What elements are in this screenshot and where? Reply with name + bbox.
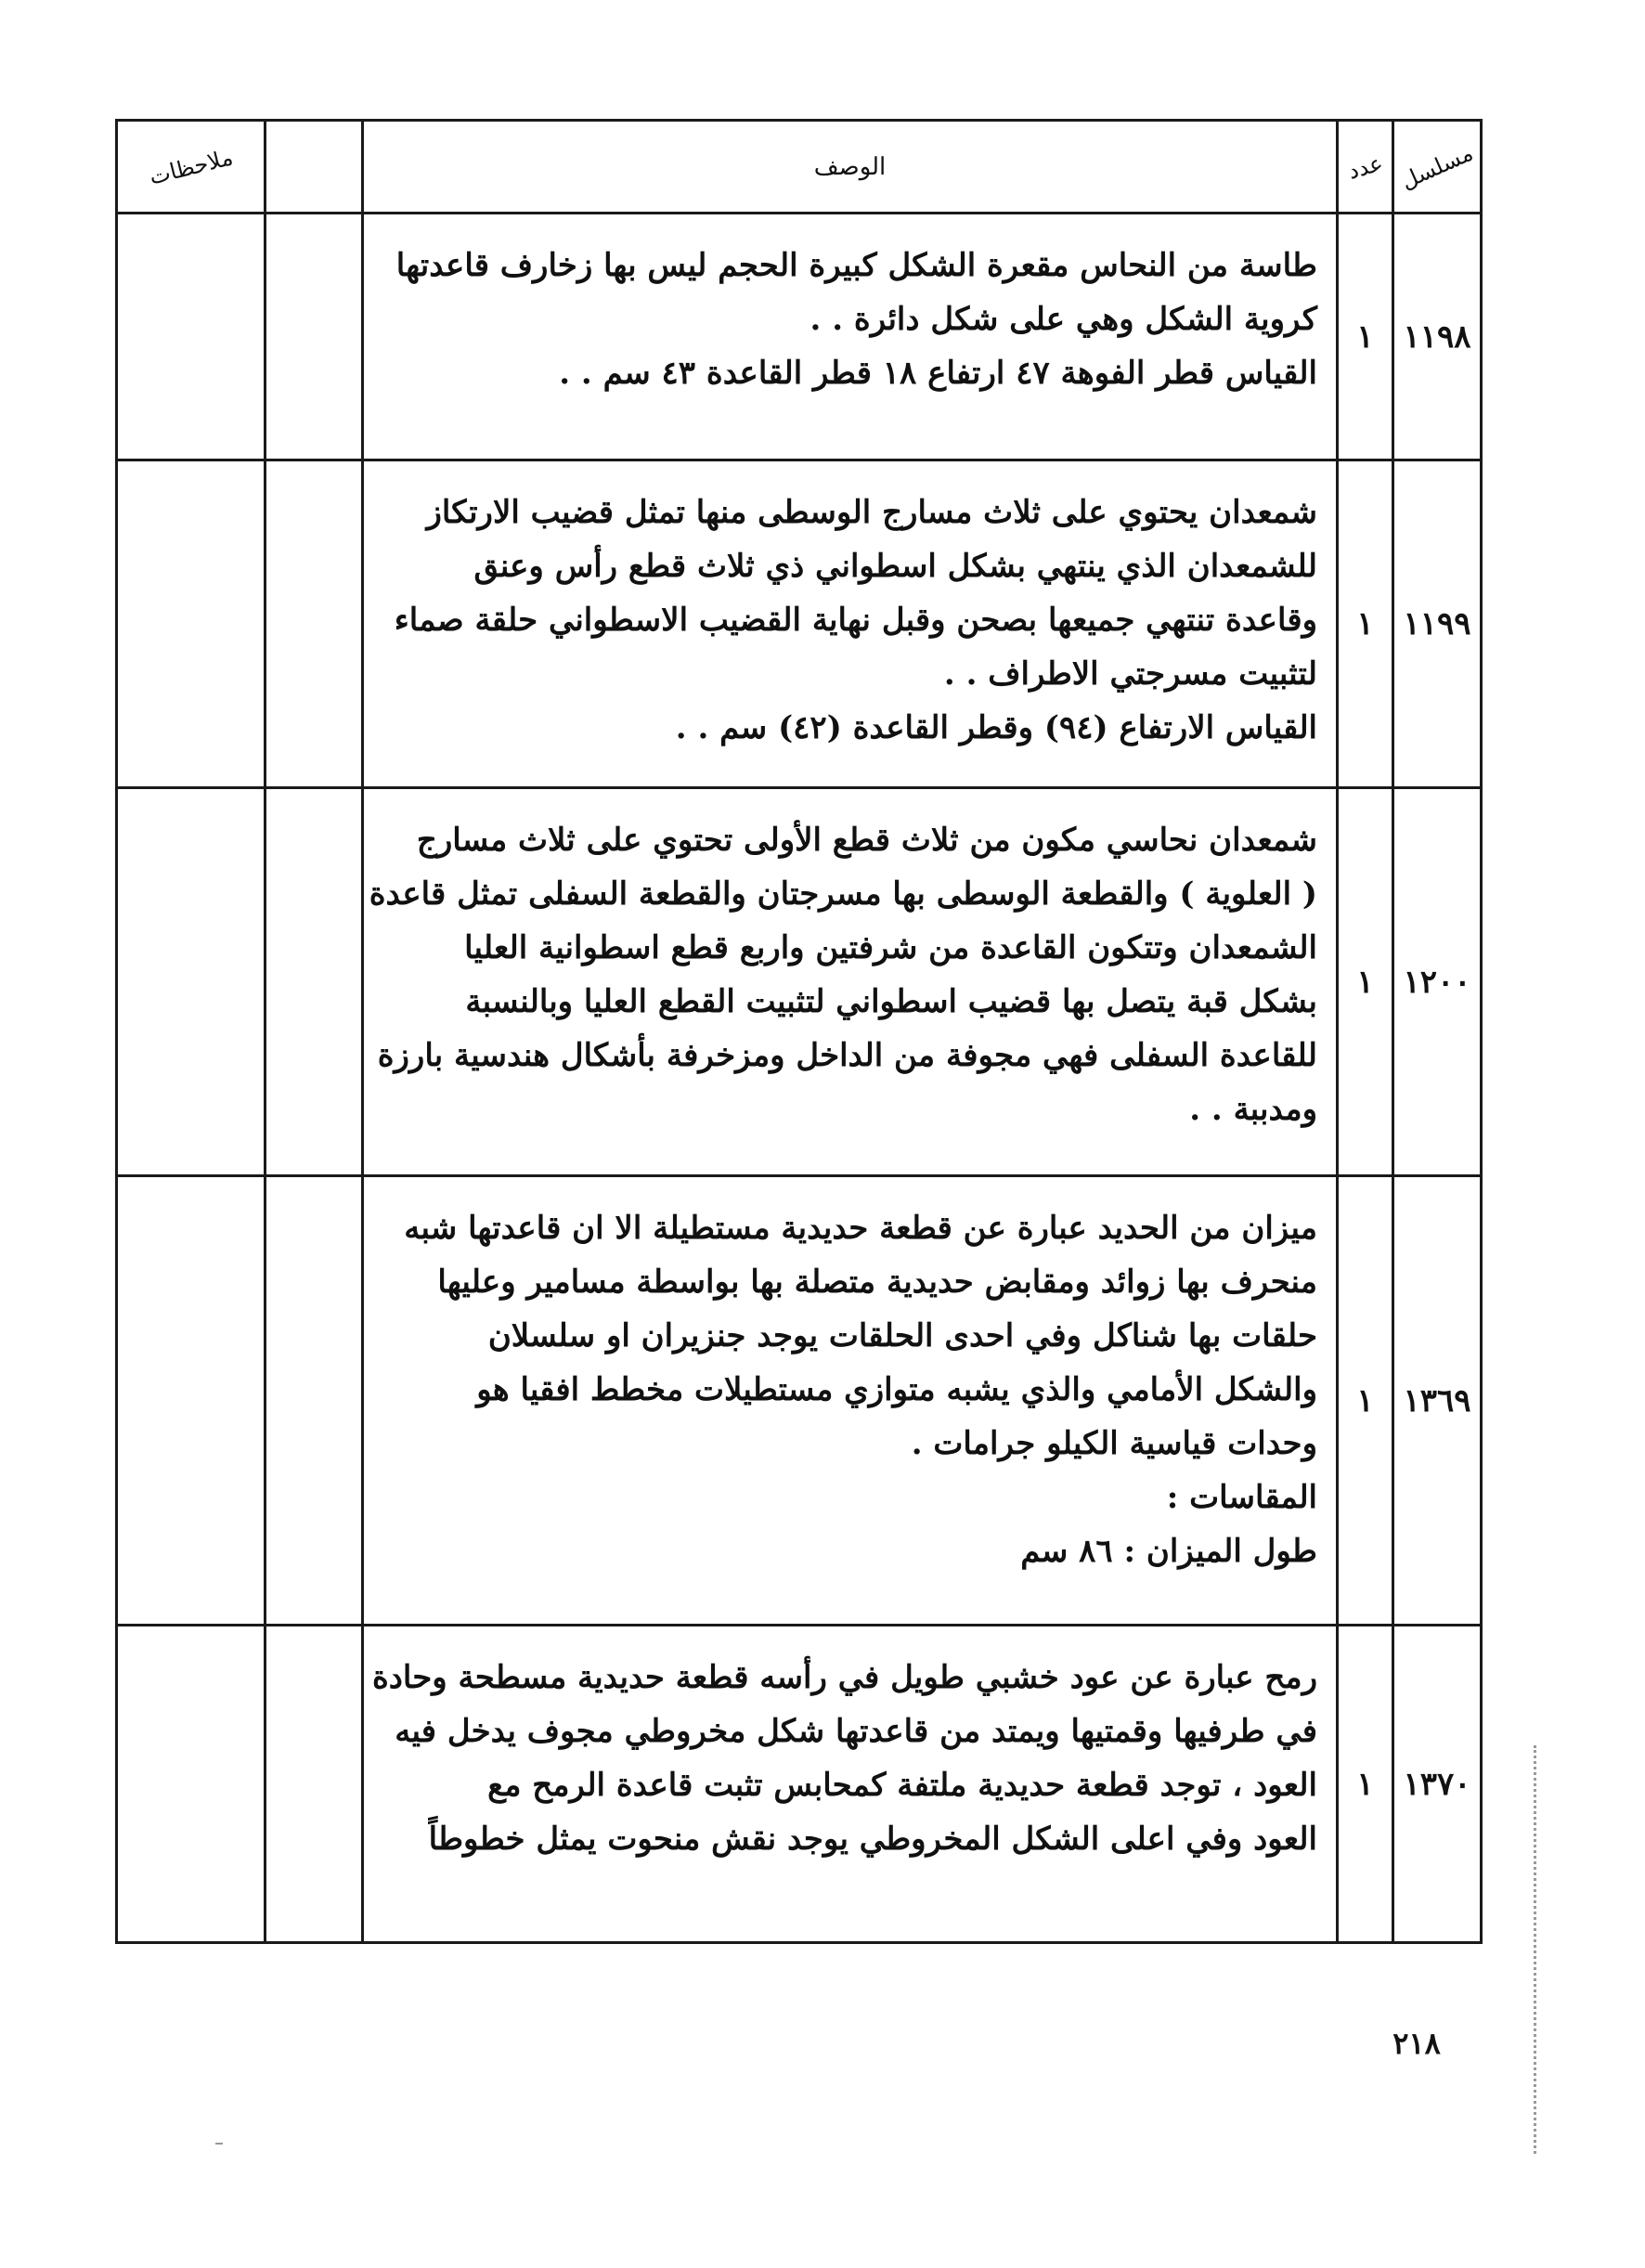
description-line: العود ، توجد قطعة حديدية ملتفة كمحابس تثبت قاعدة الرمح مع: [487, 1767, 1317, 1804]
serial-cell: ١٢٠٠: [1393, 788, 1482, 1176]
count-cell: ١: [1338, 460, 1393, 788]
table-row: [117, 1176, 1482, 1626]
header-serial-label: مسلسل: [1396, 139, 1478, 194]
description-line: والشكل الأمامي والذي يشبه متوازي مستطيلات مخطط افقيا هو: [476, 1371, 1317, 1408]
description-line: حلقات بها شناكل وفي احدى الحلقات يوجد جنزيران او سلسلان: [487, 1317, 1317, 1354]
description-line: في طرفيها وقمتيها ويمتد من قاعدتها شكل مخروطي مجوف يدخل فيه: [395, 1713, 1317, 1750]
description-line: وقاعدة تنتهي جميعها بصحن وقبل نهاية القضيب الاسطواني حلقة صماء: [394, 602, 1317, 639]
header-description-label: الوصف: [813, 152, 887, 181]
page-number: ٢١٨: [1392, 2026, 1441, 2061]
description-line: طول الميزان : ٨٦ سم: [1020, 1533, 1317, 1570]
scan-edge-marks: [1534, 1745, 1540, 2154]
description-line: كروية الشكل وهي على شكل دائرة . .: [810, 301, 1317, 338]
notes-cell: [117, 460, 266, 788]
inventory-table: [115, 119, 1483, 1944]
header-notes-label: ملاحظات: [146, 143, 236, 190]
table-row: [117, 214, 1482, 460]
description-cell: [363, 1626, 1338, 1943]
description-line: لتثبيت مسرجتي الاطراف . .: [943, 655, 1317, 693]
description-cell: [363, 788, 1338, 1176]
notes-cell: [117, 1176, 266, 1626]
scan-speck: [215, 2143, 223, 2145]
empty-cell: [266, 1626, 363, 1943]
count-cell: ١: [1338, 1176, 1393, 1626]
header-count: [1338, 121, 1393, 214]
header-notes: [117, 121, 266, 214]
header-description: [363, 121, 1338, 214]
description-line: وحدات قياسية الكيلو جرامات .: [911, 1425, 1317, 1462]
description-line: شمعدان يحتوي على ثلاث مسارج الوسطى منها تمثل قضيب الارتكاز: [426, 494, 1317, 531]
description-line: ميزان من الحديد عبارة عن قطعة حديدية مستطيلة الا ان قاعدتها شبه: [404, 1210, 1317, 1247]
description-line: القياس الارتفاع (٩٤) وقطر القاعدة (٤٢) سم . .: [675, 709, 1317, 746]
header-count-label: عدد: [1344, 149, 1386, 185]
count-cell: ١: [1338, 788, 1393, 1176]
empty-cell: [266, 788, 363, 1176]
header-empty-column: [266, 121, 363, 214]
description-cell: [363, 460, 1338, 788]
header-row: [117, 121, 1482, 214]
description-line: القياس قطر الفوهة ٤٧ ارتفاع ١٨ قطر القاعدة ٤٣ سم . .: [559, 355, 1317, 392]
description-line: الشمعدان وتتكون القاعدة من شرفتين واربع قطع اسطوانية العليا: [464, 929, 1317, 966]
serial-cell: ١١٩٩: [1393, 460, 1482, 788]
description-line: شمعدان نحاسي مكون من ثلاث قطع الأولى تحتوي على ثلاث مسارج: [416, 822, 1317, 859]
description-line: بشكل قبة يتصل بها قضيب اسطواني لتثبيت القطع العليا وبالنسبة: [465, 983, 1317, 1020]
description-line: ومدببة . .: [1189, 1091, 1317, 1128]
serial-cell: ١١٩٨: [1393, 214, 1482, 460]
serial-cell: ١٣٦٩: [1393, 1176, 1482, 1626]
description-cell: [363, 1176, 1338, 1626]
description-line: ( العلوية ) والقطعة الوسطى بها مسرجتان والقطعة السفلى تمثل قاعدة: [369, 875, 1317, 913]
description-line: للقاعدة السفلى فهي مجوفة من الداخل ومزخرفة بأشكال هندسية بارزة: [377, 1037, 1317, 1074]
description-cell: [363, 214, 1338, 460]
empty-cell: [266, 214, 363, 460]
header-serial: [1393, 121, 1482, 214]
table-row: [117, 460, 1482, 788]
notes-cell: [117, 788, 266, 1176]
description-line: طاسة من النحاس مقعرة الشكل كبيرة الحجم ليس بها زخارف قاعدتها: [395, 247, 1317, 284]
description-line: رمح عبارة عن عود خشبي طويل في رأسه قطعة حديدية مسطحة وحادة: [371, 1659, 1317, 1696]
empty-cell: [266, 1176, 363, 1626]
count-cell: ١: [1338, 214, 1393, 460]
empty-cell: [266, 460, 363, 788]
table-row: [117, 788, 1482, 1176]
notes-cell: [117, 214, 266, 460]
description-line: المقاسات :: [1166, 1479, 1317, 1516]
serial-cell: ١٣٧٠: [1393, 1626, 1482, 1943]
table-row: [117, 1626, 1482, 1943]
description-line: منحرف بها زوائد ومقابض حديدية متصلة بها بواسطة مسامير وعليها: [437, 1264, 1317, 1301]
description-line: العود وفي اعلى الشكل المخروطي يوجد نقش منحوت يمثل خطوطاً: [428, 1821, 1317, 1858]
description-line: للشمعدان الذي ينتهي بشكل اسطواني ذي ثلاث قطع رأس وعنق: [473, 548, 1317, 585]
count-cell: ١: [1338, 1626, 1393, 1943]
notes-cell: [117, 1626, 266, 1943]
